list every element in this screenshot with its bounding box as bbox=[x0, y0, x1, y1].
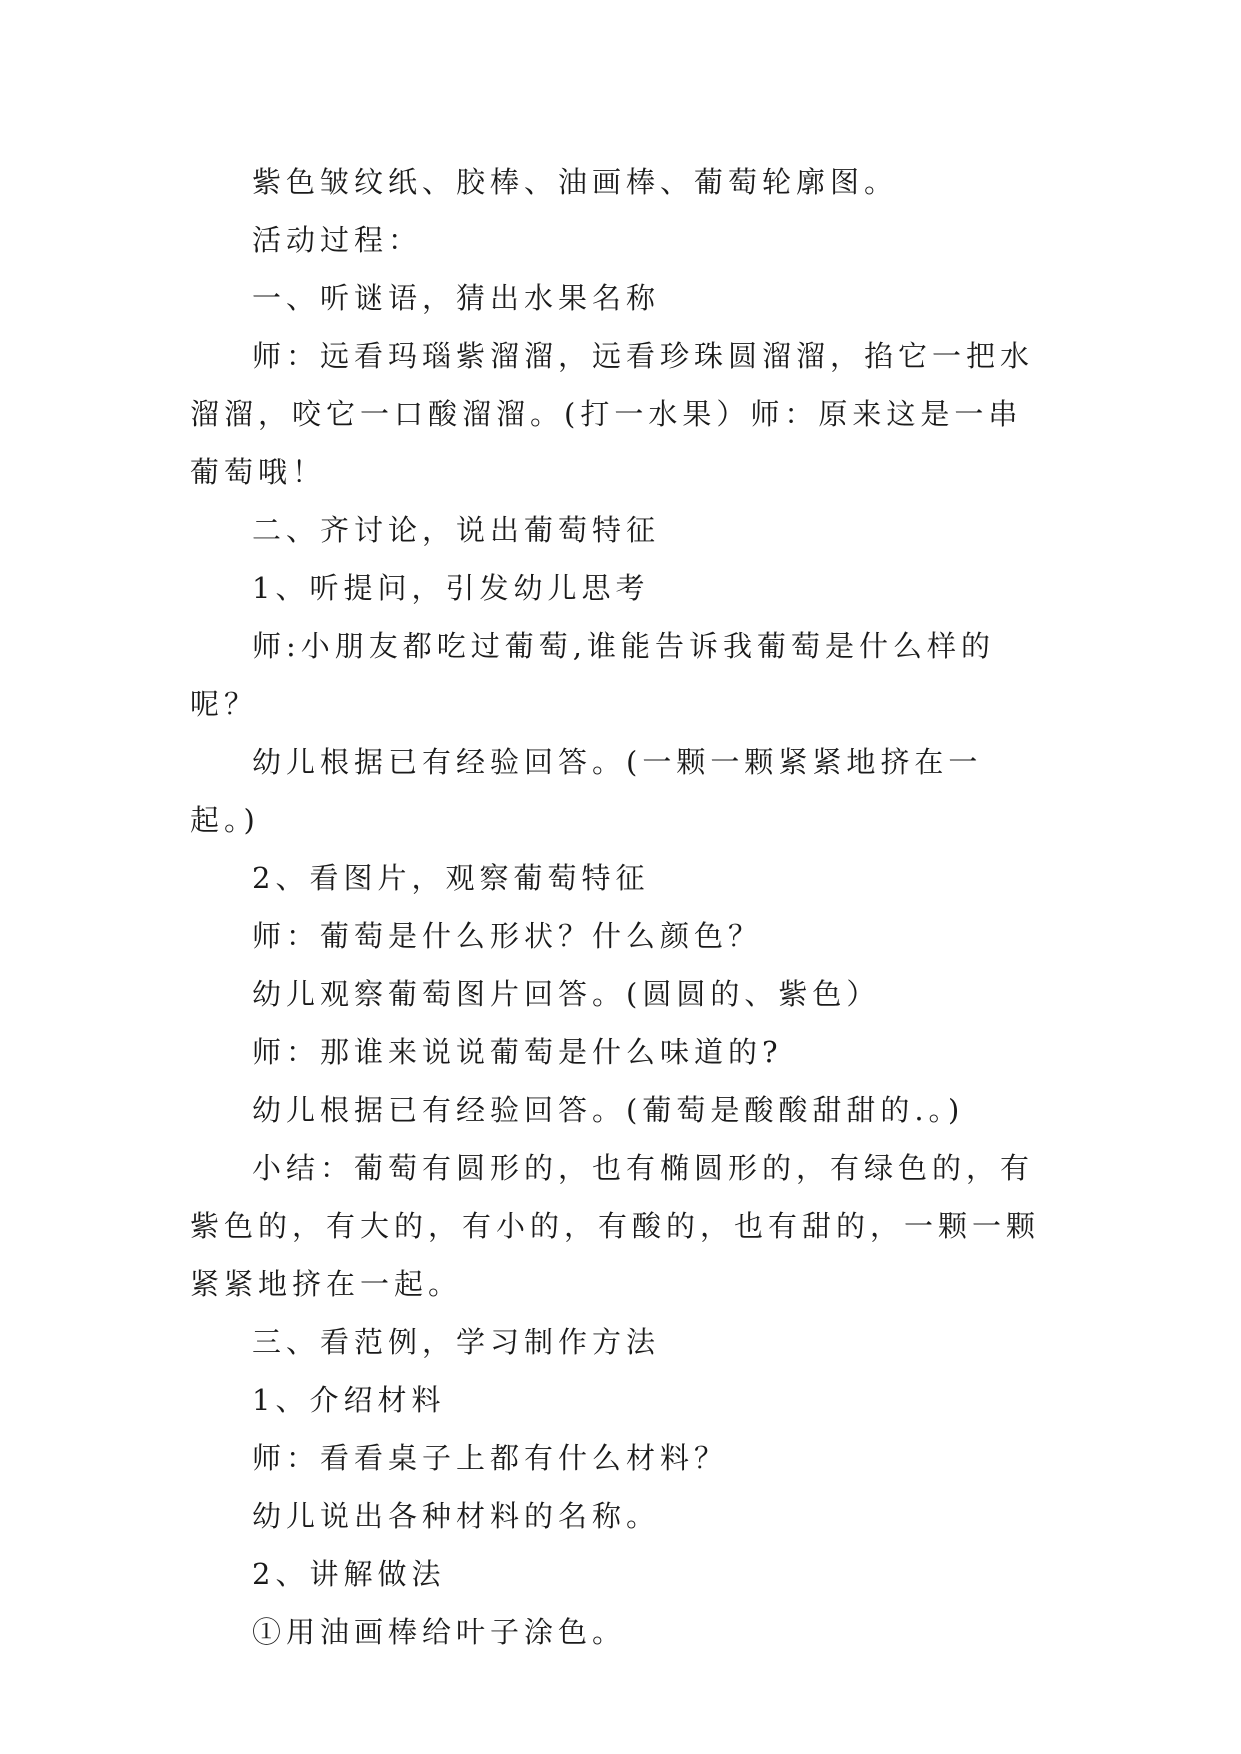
paragraph-child-answer-4: 幼儿说出各种材料的名称。 bbox=[252, 1499, 661, 1533]
paragraph-step-1: ①用油画棒给叶子涂色。 bbox=[252, 1615, 627, 1649]
heading-step-2-2: 2、看图片，观察葡萄特征 bbox=[252, 861, 650, 895]
paragraph-child-answer-3: 幼儿根据已有经验回答。(葡萄是酸酸甜甜的.。) bbox=[252, 1093, 965, 1127]
document-body bbox=[190, 153, 1050, 1661]
paragraph-riddle: 师：远看玛瑙紫溜溜，远看珍珠圆溜溜，掐它一把水溜溜，咬它一口酸溜溜。(打一水果）师：原来这是一串葡萄哦！ bbox=[190, 339, 1035, 489]
paragraph-teacher-question-4: 师：看看桌子上都有什么材料？ bbox=[252, 1441, 729, 1475]
paragraph-activity-process: 活动过程： bbox=[252, 223, 423, 257]
heading-section-2: 二、齐讨论，说出葡萄特征 bbox=[252, 513, 661, 547]
paragraph-teacher-question-2: 师：葡萄是什么形状？什么颜色？ bbox=[252, 919, 763, 953]
paragraph-teacher-question-3: 师：那谁来说说葡萄是什么味道的? bbox=[252, 1035, 783, 1069]
paragraph-summary: 小结：葡萄有圆形的，也有椭圆形的，有绿色的，有紫色的，有大的，有小的，有酸的，也有甜的，一颗一颗紧紧地挤在一起。 bbox=[190, 1151, 1041, 1301]
paragraph-child-answer-1: 幼儿根据已有经验回答。(一颗一颗紧紧地挤在一起。) bbox=[190, 745, 983, 837]
heading-step-3-1: 1、介绍材料 bbox=[252, 1383, 446, 1417]
paragraph-child-answer-2: 幼儿观察葡萄图片回答。(圆圆的、紫色） bbox=[252, 977, 881, 1011]
heading-step-3-2: 2、讲解做法 bbox=[252, 1557, 446, 1591]
heading-section-1: 一、听谜语，猜出水果名称 bbox=[252, 281, 661, 315]
paragraph-materials: 紫色皱纹纸、胶棒、油画棒、葡萄轮廓图。 bbox=[252, 165, 899, 199]
heading-step-2-1: 1、听提问，引发幼儿思考 bbox=[252, 571, 650, 605]
paragraph-teacher-question-1: 师:小朋友都吃过葡萄,谁能告诉我葡萄是什么样的呢？ bbox=[190, 629, 995, 721]
heading-section-3: 三、看范例，学习制作方法 bbox=[252, 1325, 661, 1359]
